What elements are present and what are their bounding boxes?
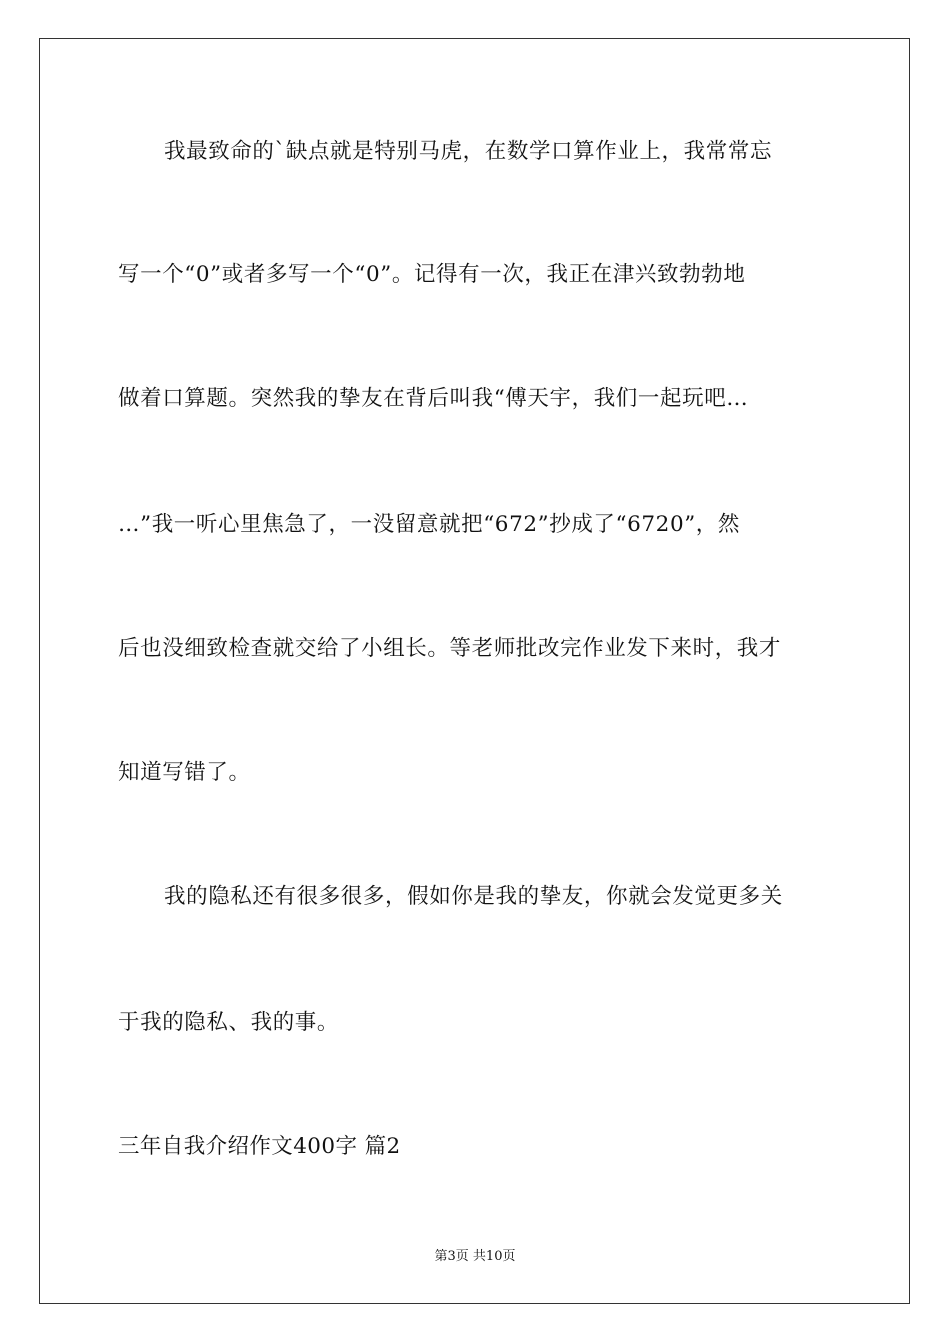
paragraph-line: 我最致命的`缺点就是特别马虎，在数学口算作业上，我常常忘 <box>164 139 773 164</box>
paragraph-line: 于我的隐私、我的事。 <box>118 1010 340 1035</box>
paragraph-line: 知道写错了。 <box>118 760 251 785</box>
paragraph-line: 写一个“0”或者多写一个“0”。记得有一次，我正在津兴致勃勃地 <box>118 262 746 287</box>
paragraph-line: 我的隐私还有很多很多，假如你是我的挚友，你就会发觉更多关 <box>164 884 783 909</box>
page-border <box>39 38 910 1304</box>
paragraph-line: …”我一听心里焦急了，一没留意就把“672”抄成了“6720”，然 <box>118 512 741 537</box>
section-heading: 三年自我介绍作文400字 篇2 <box>118 1134 401 1159</box>
paragraph-line: 后也没细致检查就交给了小组长。等老师批改完作业发下来时，我才 <box>118 636 782 661</box>
paragraph-line: 做着口算题。突然我的挚友在背后叫我“傅天宇，我们一起玩吧… <box>118 386 749 411</box>
page-footer: 第3页 共10页 <box>434 1249 516 1264</box>
